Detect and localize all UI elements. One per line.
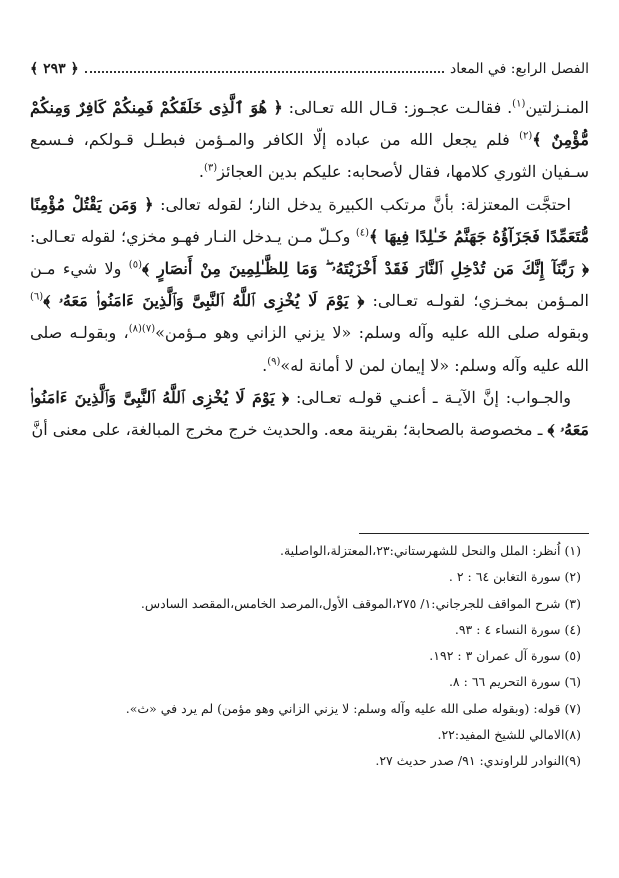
footnotes [30, 538, 581, 775]
footnote: (٢) سورة التغابن ٦٤ : ٢ . [448, 569, 581, 585]
text-run: احتجَّت المعتزلة: بأنَّ مرتكب الكبيرة يدخل النار؛ لقوله تعالى: [153, 194, 571, 214]
footnote: (٧) قوله: (وبقوله صلى الله عليه وآله وسلم: لا يزني الزاني وهو مؤمن) لم يرد في «ث». [125, 700, 581, 716]
footnote-ref: (٥) [128, 259, 142, 271]
text-run: المنـزلتين [525, 98, 589, 117]
footnote-ref: (٤) [355, 227, 370, 239]
quran-quote: ﴿ يَوْمَ لَا يُخْزِى ٱللَّهُ ٱلنَّبِىَّ وَٱلَّذِينَ ءَامَنُوا۟ مَعَهُۥ ﴾ [43, 291, 365, 311]
text-run: ولا شيء مـن المـؤمن بمخـزي؛ لقولـه تعـالى: [30, 259, 590, 311]
page-number: ﴿ ٢٩٣ ﴾ [30, 61, 79, 77]
footnote-separator [359, 533, 589, 534]
quran-quote: ﴿ رَبَّنَآ إِنَّكَ مَن تُدْخِلِ ٱلنَّارَ فَقَدْ أَخْزَيْتَهُۥ ۖ وَمَا لِلظَّـٰلِمِينَ مِنْ أَنصَارٍ ﴾ [141, 259, 589, 279]
text-run: وبقوله صلى الله عليه وآله وسلم: «لا يزني الزاني وهو مـؤمن» [155, 323, 590, 343]
text-run: ، وبقولـه صلى الله عليه وآله وسلم: «لا إيمان لمن لا أمانة له» [30, 323, 589, 375]
text-run: والجـواب: إنَّ الآيـة ـ أعنـي قولـه تعـالى: [289, 387, 571, 407]
running-header [30, 56, 589, 82]
text-run: . [198, 162, 205, 182]
footnote: (٤) سورة النساء ٤ : ٩٣. [454, 621, 581, 637]
text-run: . [262, 355, 268, 375]
dotted-leader [85, 71, 444, 73]
footnote: (٥) سورة آل عمران ٣ : ١٩٢. [429, 648, 581, 664]
quran-quote: ﴿ وَمَن يَقْتُلْ مُؤْمِنًا مُّتَعَمِّدًا فَجَزَآؤُهُ جَهَنَّمُ خَـٰلِدًا فِيهَا ﴾ [30, 194, 590, 246]
main-text [30, 92, 589, 446]
footnote-ref: (٢) [519, 130, 533, 142]
footnote: (٩)النوادر للراوندي: ٩١/ صدر حديث ٢٧. [375, 753, 581, 769]
footnote: (١) اُنظر: الملل والنحل للشهرستاني:٢٣،المعتزلة،الواصلية. [280, 543, 581, 558]
text-run: ـ مخصوصة بالصحابة؛ بقرينة معه. والحديث خرج مخرج المبالغة، على معنى أنَّ [31, 420, 548, 440]
text-run: . فقالـت عجـوز: قـال الله تعـالى: [282, 98, 513, 117]
paragraph [30, 92, 589, 189]
footnote: (٦) سورة التحريم ٦٦ : ٨. [448, 674, 581, 690]
footnote-ref: (٦) [30, 291, 44, 303]
footnote-ref: (٩) [267, 356, 281, 368]
chapter-title: الفصل الرابع: في المعاد [449, 61, 589, 77]
quran-quote: ﴿ هُوَ ٱلَّذِى خَلَقَكُمْ فَمِنكُمْ كَافِرٌ وَمِنكُمْ مُّؤْمِنٌ ﴾ [30, 98, 589, 150]
text-run: وكـلّ مـن يـدخل النـار فهـو مخزي؛ لقوله تعـالى: [30, 226, 356, 246]
paragraph [30, 382, 589, 446]
text-run: فلم يجعل الله من عباده إلّا الكافر والمـؤمن فبطـل قـولكم، فـسمع سـفيان الثوري كلامها، فقال لأصحابه: عليكم بدين العجائز [30, 130, 589, 182]
paragraph [30, 189, 589, 382]
footnote: (٨)الامالي للشيخ المفيد:٢٢. [437, 727, 581, 743]
footnote-ref: (٣) [204, 163, 218, 175]
quran-quote: ﴿ يَوْمَ لَا يُخْزِى ٱللَّهُ ٱلنَّبِىَّ وَٱلَّذِينَ ءَامَنُوا۟ مَعَهُۥ ﴾ [30, 387, 589, 440]
footnote-ref: (٧)(٨) [128, 324, 156, 336]
footnote-ref: (١) [512, 98, 526, 110]
footnote: (٣) شرح المواقف للجرجاني:١/ ٢٧٥،الموقف الأول،المرصد الخامس،المقصد السادس. [140, 595, 581, 611]
